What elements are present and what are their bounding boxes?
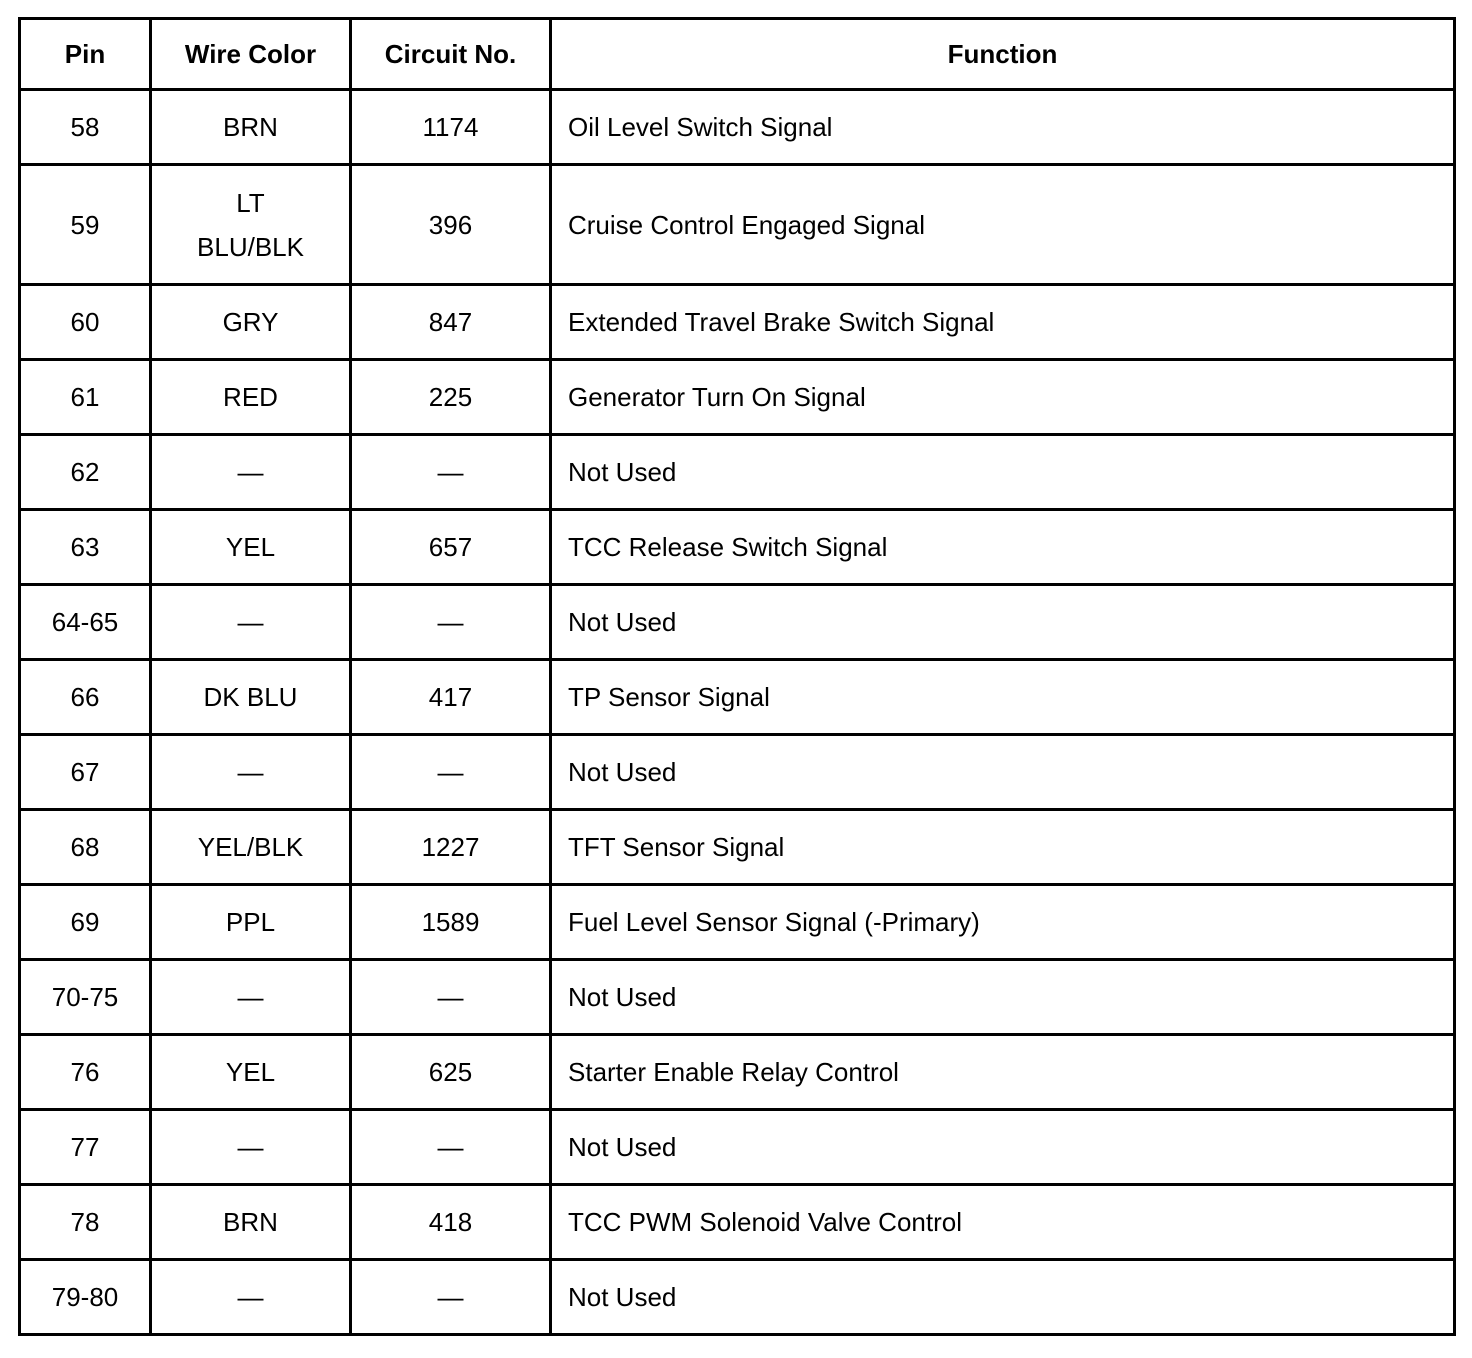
function-cell: TCC Release Switch Signal (551, 510, 1455, 585)
table-row (20, 735, 1455, 810)
header-circuit-no: Circuit No. (351, 19, 551, 90)
circuit-cell: — (351, 735, 551, 810)
table-row (20, 810, 1455, 885)
function-cell: Not Used (551, 585, 1455, 660)
circuit-cell: — (351, 1110, 551, 1185)
pin-cell: 76 (20, 1035, 151, 1110)
function-cell: Not Used (551, 435, 1455, 510)
table-row (20, 660, 1455, 735)
wire-color-cell: BRN (151, 1185, 351, 1260)
header-wire-color: Wire Color (151, 19, 351, 90)
circuit-cell: 417 (351, 660, 551, 735)
pin-cell: 64-65 (20, 585, 151, 660)
wire-color-cell (151, 165, 351, 285)
wire-color-cell: PPL (151, 885, 351, 960)
table-row (20, 585, 1455, 660)
pin-cell: 70-75 (20, 960, 151, 1035)
circuit-cell: 1174 (351, 90, 551, 165)
circuit-cell: 1589 (351, 885, 551, 960)
circuit-cell: 418 (351, 1185, 551, 1260)
table-row (20, 960, 1455, 1035)
wire-color-cell: RED (151, 360, 351, 435)
pin-cell: 63 (20, 510, 151, 585)
table-header-row (20, 19, 1455, 90)
wire-color-cell: GRY (151, 285, 351, 360)
wire-color-cell: — (151, 435, 351, 510)
circuit-cell: 1227 (351, 810, 551, 885)
table-row (20, 1035, 1455, 1110)
function-cell: Oil Level Switch Signal (551, 90, 1455, 165)
function-cell: TP Sensor Signal (551, 660, 1455, 735)
wire-color-cell: YEL (151, 510, 351, 585)
pin-cell: 69 (20, 885, 151, 960)
function-cell: TCC PWM Solenoid Valve Control (551, 1185, 1455, 1260)
function-cell: Not Used (551, 1110, 1455, 1185)
table-row (20, 435, 1455, 510)
function-cell: Not Used (551, 1260, 1455, 1335)
wire-color-cell: — (151, 1260, 351, 1335)
wire-color-cell: DK BLU (151, 660, 351, 735)
table-row (20, 165, 1455, 285)
circuit-cell: 657 (351, 510, 551, 585)
pin-cell: 58 (20, 90, 151, 165)
function-cell: Not Used (551, 960, 1455, 1035)
wire-color-cell: — (151, 960, 351, 1035)
wire-color-cell: YEL/BLK (151, 810, 351, 885)
header-pin: Pin (20, 19, 151, 90)
pin-cell: 62 (20, 435, 151, 510)
table-row (20, 1110, 1455, 1185)
table-row (20, 1260, 1455, 1335)
circuit-cell: — (351, 435, 551, 510)
circuit-cell: 847 (351, 285, 551, 360)
circuit-cell: — (351, 960, 551, 1035)
header-function: Function (551, 19, 1455, 90)
table-row (20, 885, 1455, 960)
function-cell: Cruise Control Engaged Signal (551, 165, 1455, 285)
wire-color-cell: — (151, 735, 351, 810)
circuit-cell: 396 (351, 165, 551, 285)
pin-cell: 79-80 (20, 1260, 151, 1335)
pin-cell: 78 (20, 1185, 151, 1260)
table-row (20, 510, 1455, 585)
pin-cell: 77 (20, 1110, 151, 1185)
wire-color-text: LT BLU/BLK (197, 187, 304, 262)
wire-color-cell: YEL (151, 1035, 351, 1110)
function-cell: Starter Enable Relay Control (551, 1035, 1455, 1110)
pin-cell: 66 (20, 660, 151, 735)
pin-cell: 61 (20, 360, 151, 435)
circuit-cell: — (351, 585, 551, 660)
pin-cell: 59 (20, 165, 151, 285)
function-cell: Generator Turn On Signal (551, 360, 1455, 435)
table-row (20, 1185, 1455, 1260)
circuit-cell: 625 (351, 1035, 551, 1110)
function-cell: TFT Sensor Signal (551, 810, 1455, 885)
circuit-cell: 225 (351, 360, 551, 435)
function-cell: Extended Travel Brake Switch Signal (551, 285, 1455, 360)
wire-color-cell: — (151, 585, 351, 660)
function-cell: Fuel Level Sensor Signal (-Primary) (551, 885, 1455, 960)
pin-function-table (18, 17, 1456, 1336)
circuit-cell: — (351, 1260, 551, 1335)
function-cell: Not Used (551, 735, 1455, 810)
pin-cell: 67 (20, 735, 151, 810)
table-row (20, 360, 1455, 435)
wire-color-cell: — (151, 1110, 351, 1185)
pin-cell: 60 (20, 285, 151, 360)
wire-color-cell: BRN (151, 90, 351, 165)
table-row (20, 90, 1455, 165)
table-row (20, 285, 1455, 360)
pin-cell: 68 (20, 810, 151, 885)
